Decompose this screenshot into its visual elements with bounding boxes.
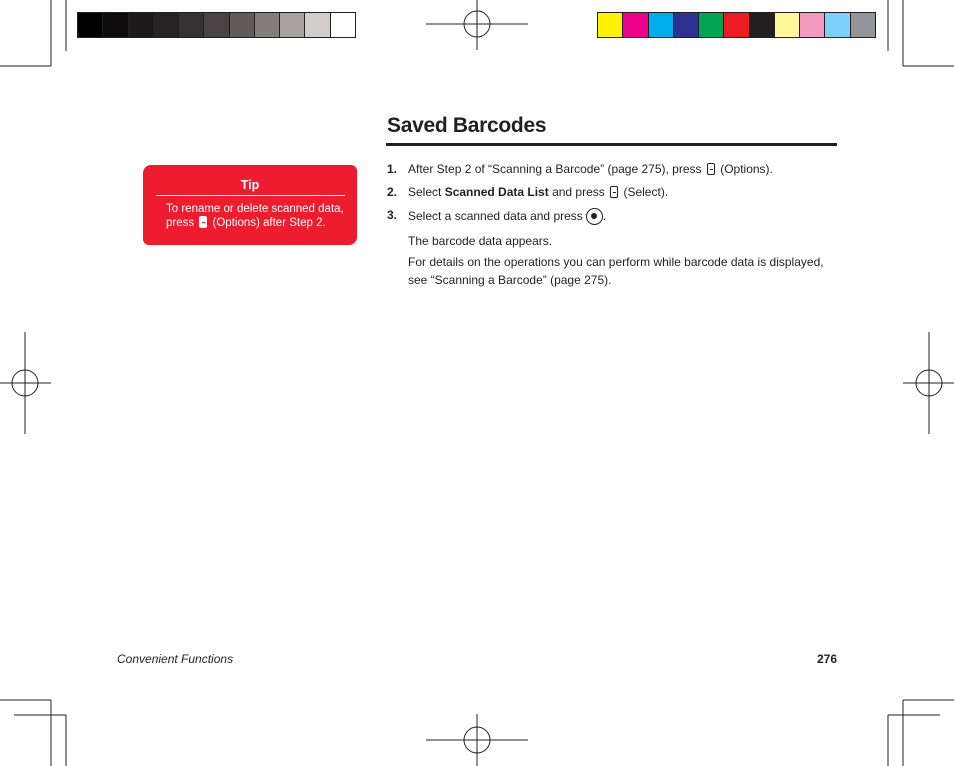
soft-key-icon — [199, 216, 207, 228]
result-text: The barcode data appears. — [408, 234, 553, 248]
gray-swatch-4 — [154, 13, 179, 37]
menu-item-name: Scanned Data List — [444, 185, 549, 199]
step-2-suffix: (Select). — [623, 185, 669, 199]
step-text — [408, 162, 773, 176]
gray-swatch-2 — [103, 13, 128, 37]
step-number: 2. — [387, 185, 398, 199]
page-title: Saved Barcodes — [387, 114, 547, 137]
step-number: 3. — [387, 208, 398, 222]
tip-divider — [156, 195, 345, 196]
color-swatch-5 — [699, 13, 724, 37]
color-swatch-8 — [775, 13, 800, 37]
step-text — [408, 185, 668, 199]
color-swatch-bar — [597, 12, 876, 38]
step-text — [408, 208, 606, 225]
gray-swatch-7 — [230, 13, 255, 37]
color-swatch-3 — [649, 13, 674, 37]
tip-heading: Tip — [240, 178, 260, 192]
footer-section-name: Convenient Functions — [117, 652, 234, 666]
soft-key-icon — [610, 186, 618, 198]
step-1-suffix: (Options). — [720, 162, 773, 176]
step-3-text: Select a scanned data and press — [408, 209, 583, 223]
color-swatch-4 — [674, 13, 699, 37]
gray-swatch-8 — [255, 13, 280, 37]
gray-swatch-6 — [204, 13, 229, 37]
tip-line-1: To rename or delete scanned data, — [166, 203, 344, 215]
color-swatch-1 — [598, 13, 623, 37]
title-underline — [386, 143, 837, 146]
color-swatch-9 — [800, 13, 825, 37]
gray-swatch-5 — [179, 13, 204, 37]
tip-box — [143, 165, 357, 245]
color-swatch-11 — [851, 13, 875, 37]
gray-swatch-3 — [129, 13, 154, 37]
color-swatch-7 — [750, 13, 775, 37]
center-select-key-icon — [586, 208, 603, 225]
details-text: For details on the operations you can perform while barcode data is displayed, see “Scanning a Barcode” (page 275). — [408, 255, 824, 287]
footer-page-number: 276 — [816, 652, 837, 666]
gray-swatch-10 — [305, 13, 330, 37]
step-number: 1. — [387, 162, 398, 176]
tip-line-2-prefix: press — [166, 217, 195, 229]
tip-line-2-suffix: (Options) after Step 2. — [212, 217, 326, 229]
gray-swatch-9 — [280, 13, 305, 37]
step-2-mid: and press — [552, 185, 605, 199]
tip-text — [166, 202, 346, 230]
color-swatch-10 — [825, 13, 850, 37]
grayscale-swatch-bar — [77, 12, 356, 38]
soft-key-icon — [707, 163, 715, 175]
color-swatch-6 — [724, 13, 749, 37]
gray-swatch-1 — [78, 13, 103, 37]
step-2-text: Select — [408, 185, 442, 199]
step-3-suffix: . — [602, 209, 607, 223]
tip-line-2 — [166, 216, 346, 230]
color-swatch-2 — [623, 13, 648, 37]
gray-swatch-11 — [331, 13, 355, 37]
step-1-text: After Step 2 of “Scanning a Barcode” (page 275), press — [408, 162, 702, 176]
